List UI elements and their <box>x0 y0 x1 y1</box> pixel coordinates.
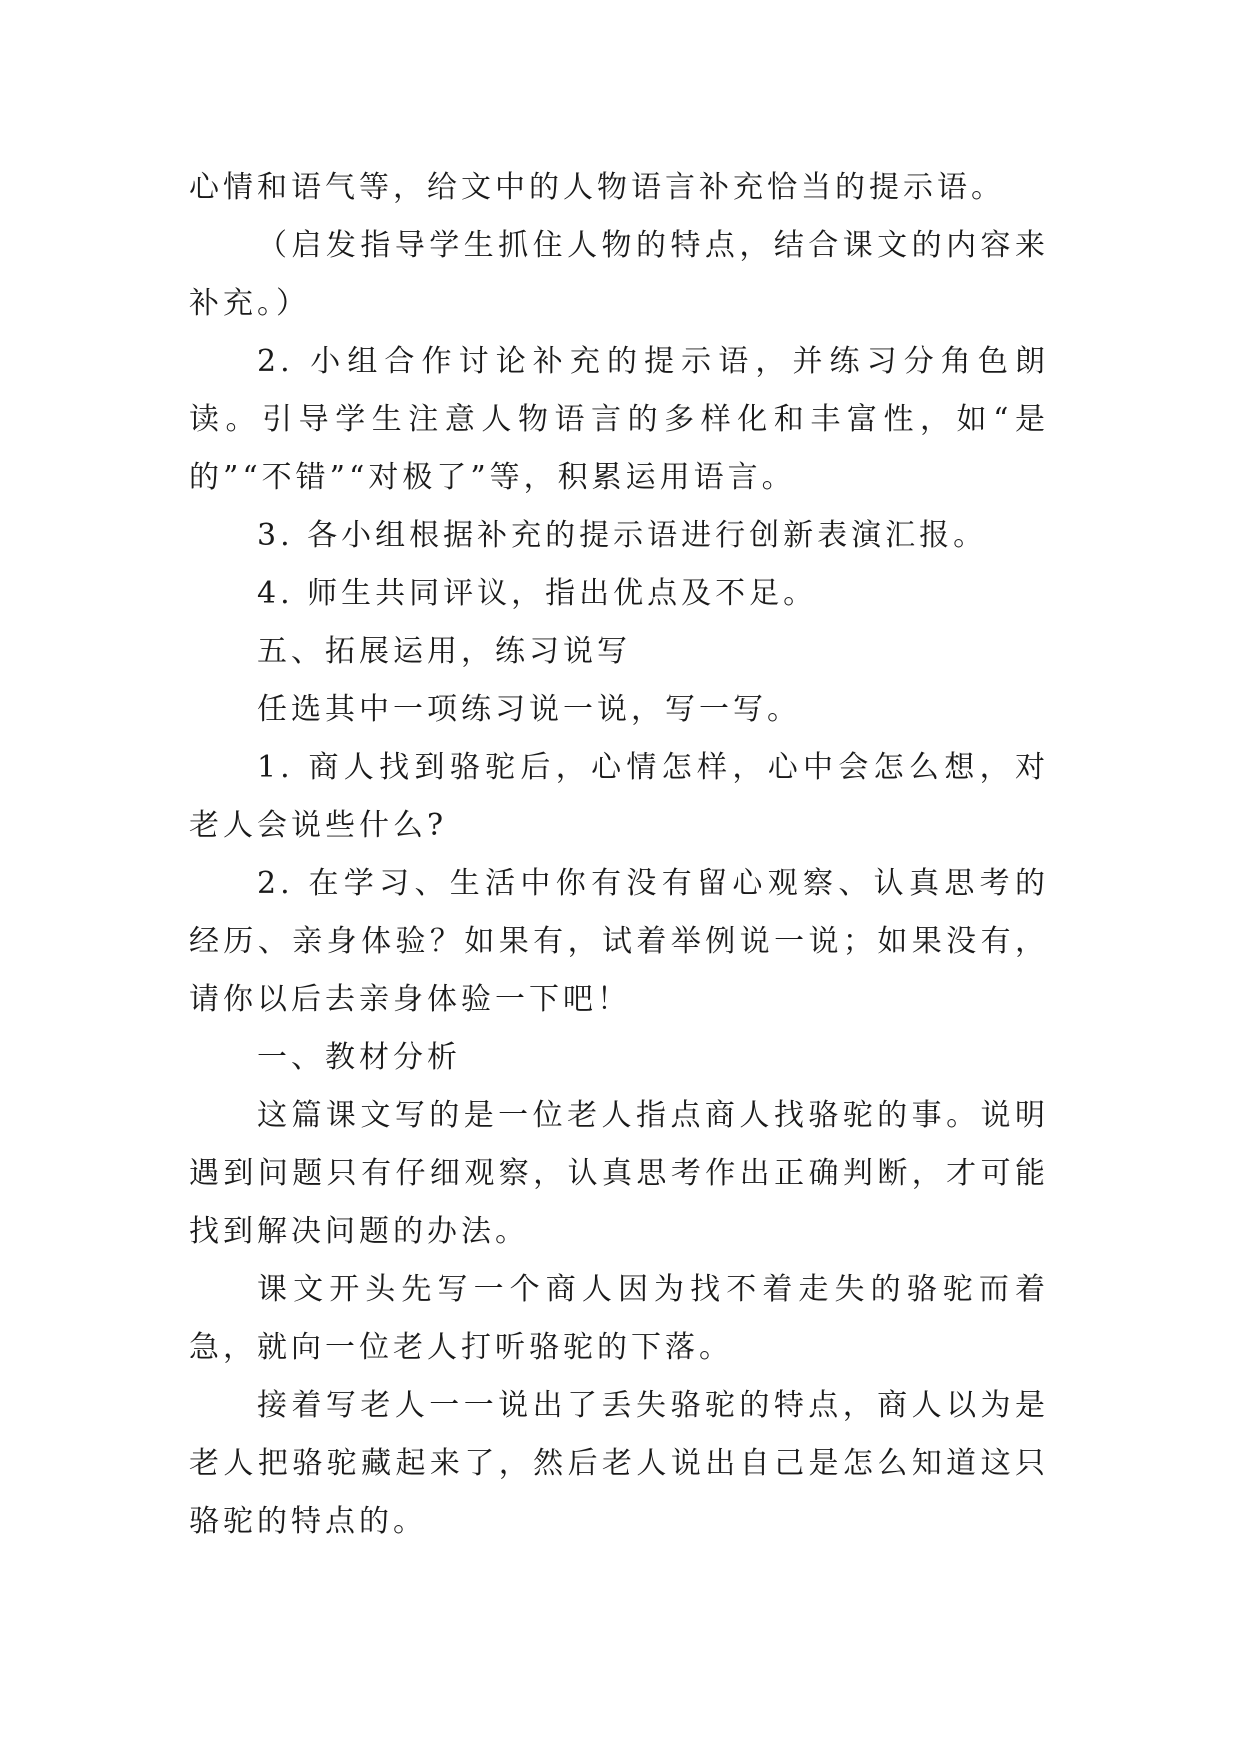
section-heading-extension: 五、拓展运用，练习说写 <box>257 634 631 669</box>
paragraph-teacher-note: （启发指导学生抓住人物的特点，结合课文的内容来补充。） <box>189 228 1049 321</box>
paragraph-step-2: 2. 小组合作讨论补充的提示语，并练习分角色朗读。引导学生注意人物语言的多样化和丰富性，如“是的”“不错”“对极了”等，积累运用语言。 <box>189 344 1049 495</box>
paragraph-analysis-middle: 接着写老人一一说出了丢失骆驼的特点，商人以为是老人把骆驼藏起来了，然后老人说出自己是怎么知道这只骆驼的特点的。 <box>189 1388 1049 1539</box>
paragraph-continuation: 心情和语气等，给文中的人物语言补充恰当的提示语。 <box>189 170 1005 205</box>
paragraph-step-3: 3. 各小组根据补充的提示语进行创新表演汇报。 <box>257 518 988 553</box>
section-heading-analysis: 一、教材分析 <box>257 1040 461 1075</box>
paragraph-task-2: 2. 在学习、生活中你有没有留心观察、认真思考的经历、亲身体验？如果有，试着举例说一说；如果没有，请你以后去亲身体验一下吧！ <box>189 866 1049 1017</box>
paragraph-task-1: 1. 商人找到骆驼后，心情怎样，心中会怎么想，对老人会说些什么? <box>189 750 1049 843</box>
paragraph-step-4: 4. 师生共同评议，指出优点及不足。 <box>257 576 818 611</box>
document-body <box>189 159 1049 1551</box>
paragraph-task-intro: 任选其中一项练习说一说，写一写。 <box>257 692 801 727</box>
paragraph-analysis-opening: 课文开头先写一个商人因为找不着走失的骆驼而着急，就向一位老人打听骆驼的下落。 <box>189 1272 1049 1365</box>
paragraph-analysis-summary: 这篇课文写的是一位老人指点商人找骆驼的事。说明遇到问题只有仔细观察，认真思考作出正确判断，才可能找到解决问题的办法。 <box>189 1098 1049 1249</box>
